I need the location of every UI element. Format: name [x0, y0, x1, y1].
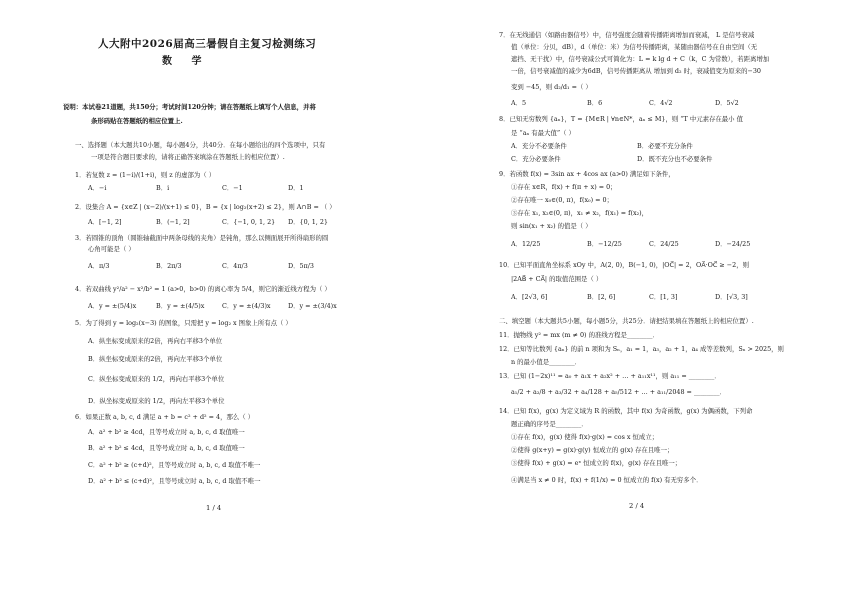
q1-option-b: B．i: [156, 184, 170, 192]
q10-option-b: B．[2, 6]: [587, 293, 616, 301]
q6-option-b: B．a² + b² ≤ 4cd，且等号成立时 a, b, c, d 取值唯一: [88, 444, 245, 452]
q9-option-d: D．−24/25: [715, 240, 751, 248]
q9-option-b: B．−12/25: [587, 240, 622, 248]
q2-option-b: B．(−1, 2]: [156, 218, 190, 226]
question-7-line-2: 值（单位：分贝，dB），d（单位：米）为信号传播距离，某随由器信号在自由空间（无: [511, 43, 758, 51]
q8-option-d: D．既不充分也不必要条件: [637, 155, 713, 163]
question-7-line-5: 变到 −45，则 d₂/d₁ =（ ）: [511, 83, 592, 91]
q2-option-a: A．[−1, 2]: [88, 218, 122, 226]
instructions-line-1: 说明：本试卷21道题，共150分；考试时间120分钟；请在答题纸上填写个人信息，并将: [63, 103, 316, 111]
q14-statement-1: ①存在 f(x)，g(x) 使得 f(x)·g(x) = cos x 恒成立；: [511, 433, 659, 441]
q5-option-a: A．纵坐标变成原来的2倍，再向右平移3个单位: [88, 337, 223, 345]
question-3-stem-2: 心角可能是（ ）: [88, 245, 135, 253]
q8-option-c: C．充分必要条件: [511, 155, 561, 163]
q14-statement-3: ③使得 f(x) + g(x) = eˣ 恒成立的 f(x)，g(x) 存在且唯一；: [511, 459, 682, 467]
question-7-line-4: 一倍，信号衰减值的减少为6dB，信号传播距离从 增加到 d₂ 时，衰减值变为原来的−30: [511, 67, 761, 75]
question-7-line-1: 7．在无线通信（如路由器信号）中，信号强度会随着传播距离增加而衰减， L 是信号衰减: [499, 31, 755, 39]
question-6-stem: 6．如果正数 a, b, c, d 满足 a + b = c² + d² = 4，那么（ ）: [75, 413, 255, 421]
question-2-stem: 2．设集合 A = {x∈Z | (x−2)/(x+1) ≤ 0}，B = {x | log₂(x+2) ≤ 2}，则 A∩B = （ ）: [75, 203, 336, 211]
q1-option-c: C．−1: [222, 184, 243, 192]
instructions-line-2: 条形码贴在答题纸的相应位置上.: [91, 117, 183, 125]
section1-header-line-2: 一项是符合题目要求的，请将正确答案填涂在答题纸上的相应位置）.: [91, 153, 285, 161]
q9-question: 则 sin(x₁ + x₂) 的值是（ ）: [511, 222, 592, 230]
q10-option-a: A．[2√3, 6]: [511, 293, 548, 301]
question-1-stem: 1．若复数 z = (1−i)/(1+i)，则 z 的虚部为（ ）: [75, 171, 216, 179]
q7-option-c: C．4√2: [649, 99, 673, 107]
q7-option-a: A．5: [511, 99, 527, 107]
q6-option-c: C．a² + b² ≥ (c+d)²，且等号成立时 a, b, c, d 取值不唯一: [88, 461, 261, 469]
q4-option-c: C．y = ±(4/3)x: [222, 302, 271, 310]
q6-option-d: D．a² + b² ≤ (c+d)²，且等号成立时 a, b, c, d 取值不唯一: [88, 477, 261, 485]
q2-option-c: C．{−1, 0, 1, 2}: [222, 218, 276, 226]
q8-option-a: A．充分不必要条件: [511, 142, 567, 150]
q1-option-a: A．−i: [88, 184, 107, 192]
q9-option-c: C．24/25: [649, 240, 679, 248]
q8-option-b: B．必要不充分条件: [637, 142, 693, 150]
question-9-stem: 9．若函数 f(x) = 3sin ax + 4cos ax (a>0) 满足如下条件，: [499, 170, 675, 178]
question-8-stem-1: 8．已知无穷数列 {aₙ}，T = {M∈R | ∀n∈N*，aₙ ≤ M}，则 “T 中元素存在最小 值: [499, 115, 743, 123]
q14-statement-2: ②使得 g(x+y) = g(x)·g(y) 恒成立的 g(x) 存在且唯一；: [511, 446, 674, 454]
q9-option-a: A．12/25: [511, 240, 541, 248]
q5-option-c: C．纵坐标变成原来的 1/2，再向右平移3个单位: [88, 375, 225, 383]
q4-option-a: A．y = ±(5/4)x: [88, 302, 137, 310]
q3-option-c: C．4π/3: [222, 262, 248, 270]
question-13-line-1: 13．已知 (1−2x)¹¹ = a₀ + a₁x + a₂x² + … + a₁₁x¹¹，则 a₁₁ = ________．: [499, 372, 721, 380]
page-number: 1 / 4: [206, 504, 222, 512]
question-10-stem-2: |2AB⃗ + CA⃗| 的取值范围是（ ）: [511, 275, 603, 283]
question-14-stem-1: 14．已知 f(x)，g(x) 为定义域为 R 的函数，其中 f(x) 为奇函数，g(x) 为偶函数，下列命: [499, 407, 753, 415]
section2-header: 二、填空题（本大题共5小题，每小题5分，共25分．请把结果填在答题纸上的相应位置）.: [499, 317, 754, 325]
q10-option-c: C．[1, 3]: [649, 293, 678, 301]
q4-option-b: B．y = ±(4/5)x: [156, 302, 205, 310]
q3-option-d: D．5π/3: [288, 262, 314, 270]
section1-header-line-1: 一、选择题（本大题共10小题，每小题4分，共40分．在每小题给出的四个选项中，只有: [75, 141, 326, 149]
question-5-stem: 5．为了得到 y = log₂(x−3) 的图象，只需把 y = log₂ x 图象上所有点（ ）: [75, 319, 292, 327]
q3-option-a: A．π/3: [88, 262, 110, 270]
exam-title: 人大附中2026届高三暑假自主复习检测练习: [98, 38, 317, 50]
q7-option-b: B．6: [587, 99, 603, 107]
question-8-stem-2: 是 “aₙ 有最大值”（ ）: [511, 129, 575, 137]
subject-title: 数 学: [162, 56, 210, 67]
q5-option-d: D．纵坐标变成原来的 1/2，再向左平移3个单位: [88, 397, 225, 405]
page-number: 2 / 4: [629, 502, 645, 510]
q9-condition-2: ②存在唯一 x₀∈(0, π)，f(x₀) = 0；: [511, 196, 613, 204]
question-7-line-3: 遮挡、无干扰）中，信号衰减公式可简化为：L = k lg d + C（k，C 为常数），若距离增加: [511, 55, 770, 63]
q7-option-d: D．5√2: [715, 99, 739, 107]
question-10-stem-1: 10．已知平面直角坐标系 xOy 中，A(2, 0)，B(−1, 0)，|OC⃗| = 2，OA⃗·OC⃗ ≥ −2，则: [499, 261, 749, 269]
q6-option-a: A．a² + b² ≥ 4cd，且等号成立时 a, b, c, d 取值唯一: [88, 428, 245, 436]
q5-option-b: B．纵坐标变成原来的2倍，再向左平移3个单位: [88, 355, 223, 363]
question-12-line-1: 12．已知等比数列 {aₙ} 的前 n 项和为 Sₙ，a₁ = 1，a₃，a₂ + 1，a₄ 成等差数列，Sₙ > 2025，则: [499, 345, 784, 353]
q4-option-d: D．y = ±(3/4)x: [288, 302, 337, 310]
q1-option-d: D．1: [288, 184, 304, 192]
question-11: 11．抛物线 y² = mx (m ≠ 0) 的准线方程是________．: [499, 331, 659, 339]
question-13-line-2: a₁/2 + a₂/8 + a₃/32 + a₄/128 + a₅/512 + … + a₁₁/2048 = ________．: [511, 388, 726, 396]
q9-condition-3: ③存在 x₁, x₂∈(0, π)，x₁ ≠ x₂，f(x₁) = f(x₂)，: [511, 209, 649, 217]
q3-option-b: B．2π/3: [156, 262, 182, 270]
question-12-line-2: n 的最小值是________．: [511, 358, 582, 366]
exam-page-2: [421, 0, 842, 596]
question-14-stem-2: 题正确的序号是________．: [511, 420, 588, 428]
question-3-stem-1: 3．若圆锥的顶角（圆锥轴截面中两条母线的夹角）是钝角，那么以侧面展开所得扇形的圆: [75, 234, 329, 242]
q14-statement-4: ④满足当 x ≠ 0 时，f(x) + f(1/x) = 0 恒成立的 f(x) 有无穷多个．: [511, 476, 703, 484]
q2-option-d: D．{0, 1, 2}: [288, 218, 328, 226]
q10-option-d: D．[√3, 3]: [715, 293, 748, 301]
q9-condition-1: ①存在 x∈R，f(x) + f(π + x) = 0；: [511, 183, 617, 191]
question-4-stem: 4．若双曲线 y²/a² − x²/b² = 1 (a>0，b>0) 的离心率为 5/4，则它的渐近线方程为（ ）: [75, 285, 331, 293]
